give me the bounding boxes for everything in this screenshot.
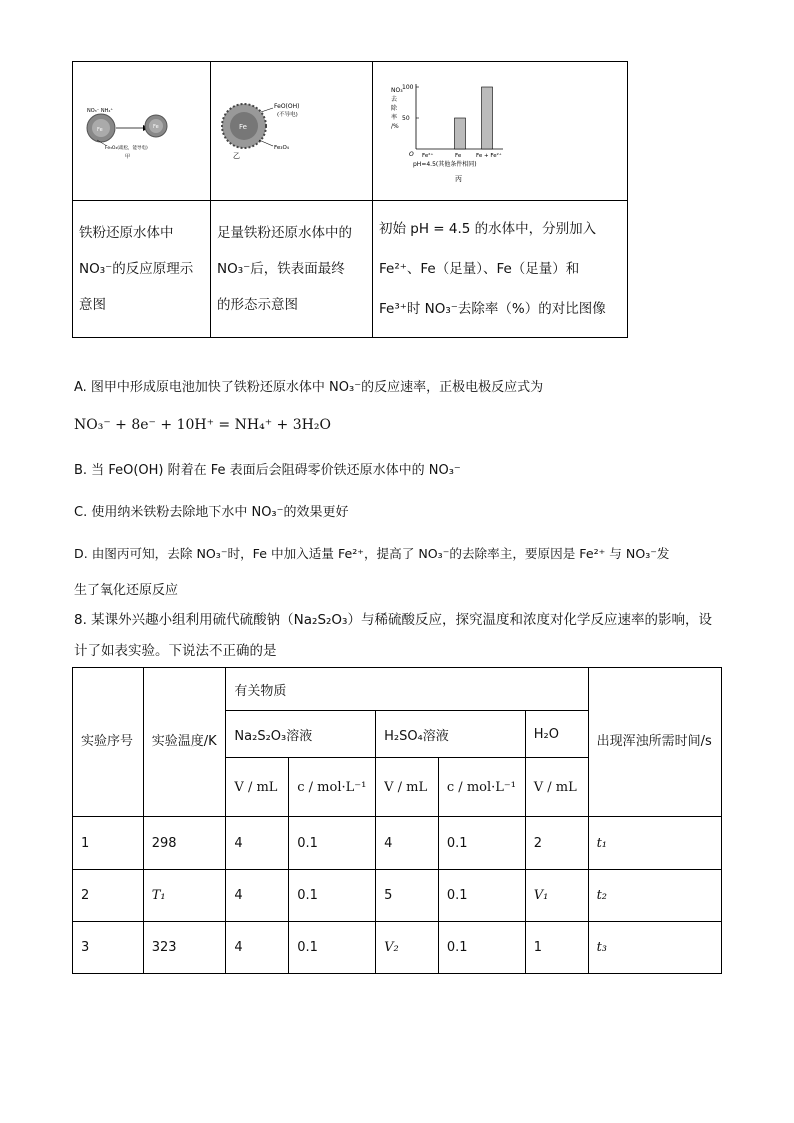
header-na2s2o3: Na₂S₂O₃溶液 (226, 711, 376, 758)
svg-text:Fe: Fe (153, 124, 159, 130)
figure-b-caption: 乙 (233, 152, 240, 160)
chart-origin: O (409, 151, 414, 158)
question-8-line2: 计了如表实验。下说法不正确的是 (74, 643, 277, 659)
option-c: C. 使用纳米铁粉去除地下水中 NO₃⁻的效果更好 (74, 505, 349, 520)
header-substances: 有关物质 (226, 668, 588, 711)
chart-bar (455, 118, 466, 149)
chart-xtick-label: Fe²⁺ (422, 153, 434, 159)
table-row: 3 323 4 0.1 V₂ 0.1 1 t₃ (73, 922, 722, 974)
unit-c: c / mol·L⁻¹ (289, 758, 376, 817)
figure-c-cell (373, 62, 628, 201)
question-8-line1: 8. 某课外兴趣小组利用硫代硫酸钠（Na₂S₂O₃）与稀硫酸反应，探究温度和浓度对化学反应速率的影响，设 (74, 612, 712, 628)
figure-a-desc: 铁粉还原水体中 NO₃⁻的反应原理示 意图 (73, 201, 211, 338)
chart-ytick-label: 100 (402, 84, 414, 91)
option-d-line2: 生了氧化还原反应 (74, 583, 179, 598)
chart-ylabel-line: 去 (391, 96, 398, 103)
option-b: B. 当 FeO(OH) 附着在 Fe 表面后会阻碍零价铁还原水体中的 NO₃⁻ (74, 463, 461, 478)
chart-bar (482, 87, 493, 149)
figure-b-label-1: FeO(OH) (274, 103, 300, 110)
figure-table (72, 61, 628, 338)
chart-xlabel: pH=4.5(其他条件相同) (413, 161, 477, 168)
svg-text:Fe: Fe (239, 123, 247, 131)
figure-a-side-label: Fe₃O₄(疏松，能导电) (105, 146, 148, 151)
figure-a-cell (73, 62, 211, 201)
chart-ylabel (391, 87, 406, 130)
figure-a-caption: 甲 (125, 154, 131, 160)
unit-v: V / mL (525, 758, 588, 817)
option-a-equation: NO₃⁻ + 8e⁻ + 10H⁺ = NH₄⁺ + 3H₂O (74, 417, 331, 433)
chart-ylabel-line: /% (391, 123, 399, 130)
chart-ylabel-line: 除 (391, 105, 398, 112)
figure-b-label-2: Fe₃O₄ (274, 145, 289, 151)
header-time: 出现浑浊所需时间/s (588, 668, 721, 817)
option-d-line1: D. 由图丙可知，去除 NO₃⁻时，Fe 中加入适量 Fe²⁺，提高了 NO₃⁻的去除率主，要原因是 Fe²⁺ 与 NO₃⁻发 (74, 546, 670, 561)
chart-caption: 丙 (455, 175, 462, 183)
figure-c-chart (373, 62, 627, 196)
unit-c: c / mol·L⁻¹ (438, 758, 525, 817)
svg-text:Fe: Fe (97, 127, 103, 133)
figure-a-top-label: NO₃⁻ NH₄⁺ (87, 108, 114, 114)
figure-b-desc: 足量铁粉还原水体中的 NO₃⁻后，铁表面最终 的形态示意图 (211, 201, 373, 338)
header-h2so4: H₂SO₄溶液 (376, 711, 526, 758)
chart-xtick-label: Fe (455, 153, 462, 159)
figure-b-label-1b: (不导电) (277, 112, 298, 118)
figure-b-cell (211, 62, 373, 201)
header-temp: 实验温度/K (143, 668, 226, 817)
table-row: 2 T₁ 4 0.1 5 0.1 V₁ t₂ (73, 870, 722, 922)
chart-ytick-label: 50 (402, 115, 410, 122)
figure-a (73, 62, 210, 196)
header-no: 实验序号 (73, 668, 144, 817)
header-h2o: H₂O (525, 711, 588, 758)
unit-v: V / mL (376, 758, 439, 817)
experiment-table (72, 667, 722, 974)
figure-b (211, 62, 372, 196)
chart-ylabel-line: 率 (391, 114, 398, 121)
chart-ylabel-line: NO₃⁻ (391, 87, 406, 94)
chart-xtick-label: Fe + Fe²⁺ (476, 153, 502, 159)
option-a-line1: A. 图甲中形成原电池加快了铁粉还原水体中 NO₃⁻的反应速率，正极电极反应式为 (74, 380, 544, 395)
figure-c-desc: 初始 pH = 4.5 的水体中，分别加入 Fe²⁺、Fe（足量）、Fe（足量）和 Fe³⁺时 NO₃⁻去除率（%）的对比图像 (373, 201, 628, 338)
unit-v: V / mL (226, 758, 289, 817)
table-row: 1 298 4 0.1 4 0.1 2 t₁ (73, 817, 722, 870)
